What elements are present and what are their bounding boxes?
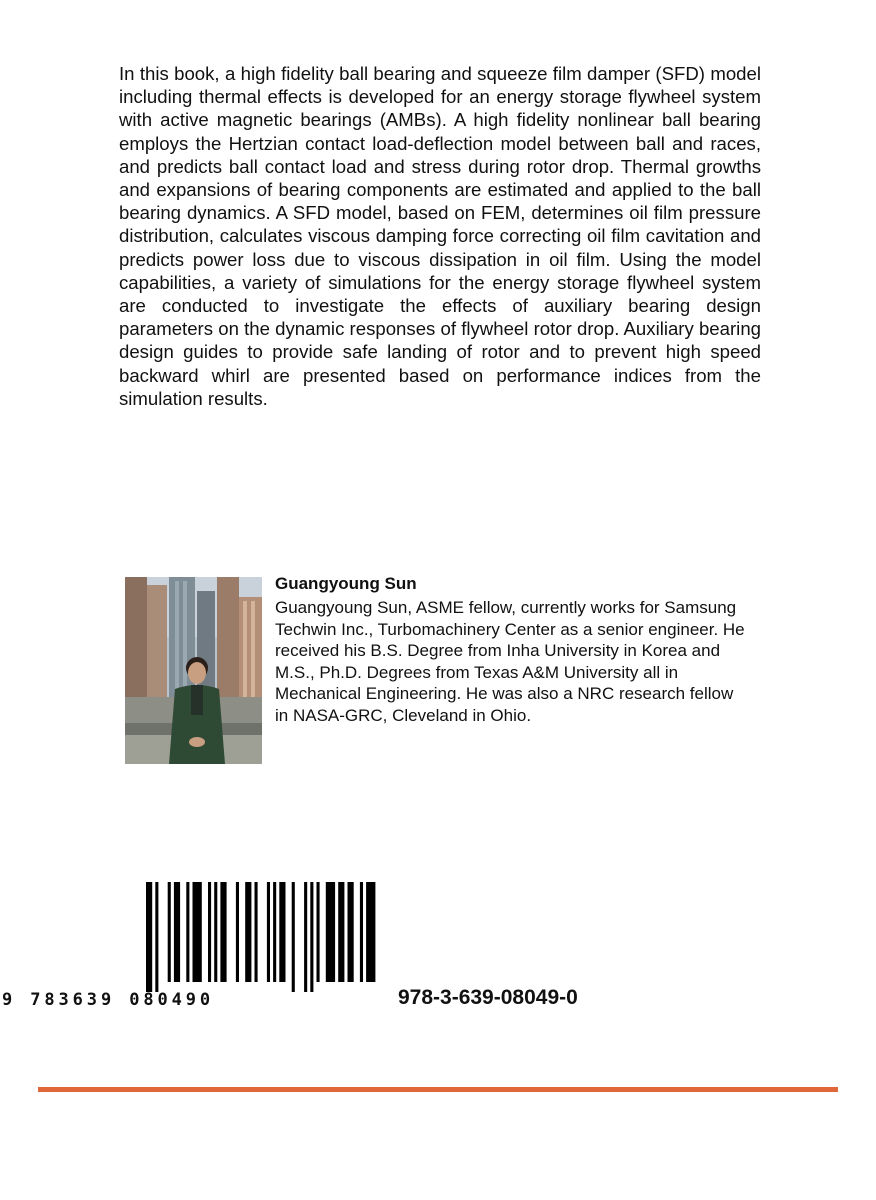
barcode-bar [310, 882, 313, 992]
barcode-bar [317, 882, 320, 982]
barcode-bar [360, 882, 363, 982]
barcode-bar [236, 882, 239, 982]
barcode-bar [338, 882, 344, 982]
barcode-bar [348, 882, 354, 982]
author-name: Guangyoung Sun [275, 574, 417, 593]
barcode-bar [273, 882, 276, 982]
barcode-bar [174, 882, 180, 982]
barcode-bar [155, 882, 158, 992]
barcode-digits: 9 783639 080490 [2, 990, 215, 1010]
barcode-bar [168, 882, 171, 982]
barcode-bar [214, 882, 217, 982]
barcode-bar [193, 882, 202, 982]
barcode-bar [208, 882, 211, 982]
barcode-bar [186, 882, 189, 982]
barcode-bar [366, 882, 375, 982]
author-photo [125, 577, 262, 764]
barcode-bar [220, 882, 226, 982]
barcode-bar [267, 882, 270, 982]
author-bio: Guangyoung Sun, ASME fellow, currently works for Samsung Techwin Inc., Turbomachinery Center as a senior engineer. He received his B.S. Degree from Inha University in Korea and M.S., Ph.D. Degrees from Texas A&M University all in Mechanical Engineering. He was also a NRC research fellow in NASA-GRC, Cleveland in Ohio. [275, 598, 745, 725]
barcode-bar [326, 882, 335, 982]
footer-accent-rule [38, 1087, 838, 1092]
barcode-bar [304, 882, 307, 992]
barcode-bar [292, 882, 295, 992]
barcode-bar [255, 882, 258, 982]
isbn-number: 978-3-639-08049-0 [398, 986, 578, 1009]
barcode-bar [146, 882, 152, 992]
barcode-bar [279, 882, 285, 982]
back-cover-abstract: In this book, a high fidelity ball bearing and squeeze film damper (SFD) model including thermal effects is developed for an energy storage flywheel system with active magnetic bearings (AMBs). A high fidelity nonlinear ball bearing employs the Hertzian contact load-deflection model between ball and races, and predicts ball contact load and stress during rotor drop. Thermal growths and expansions of bearing components are estimated and applied to the ball bearing dynamics. A SFD model, based on FEM, determines oil film pressure distribution, calculates viscous damping force correcting oil film cavitation and predicts power loss due to viscous dissipation in oil film. Using the model capabilities, a variety of simulations for the energy storage flywheel system are conducted to investigate the effects of auxiliary bearing design parameters on the dynamic responses of flywheel rotor drop. Auxiliary bearing design guides to provide safe landing of rotor and to prevent high speed backward whirl are presented based on performance indices from the simulation results. [119, 63, 761, 409]
barcode-bar [245, 882, 251, 982]
